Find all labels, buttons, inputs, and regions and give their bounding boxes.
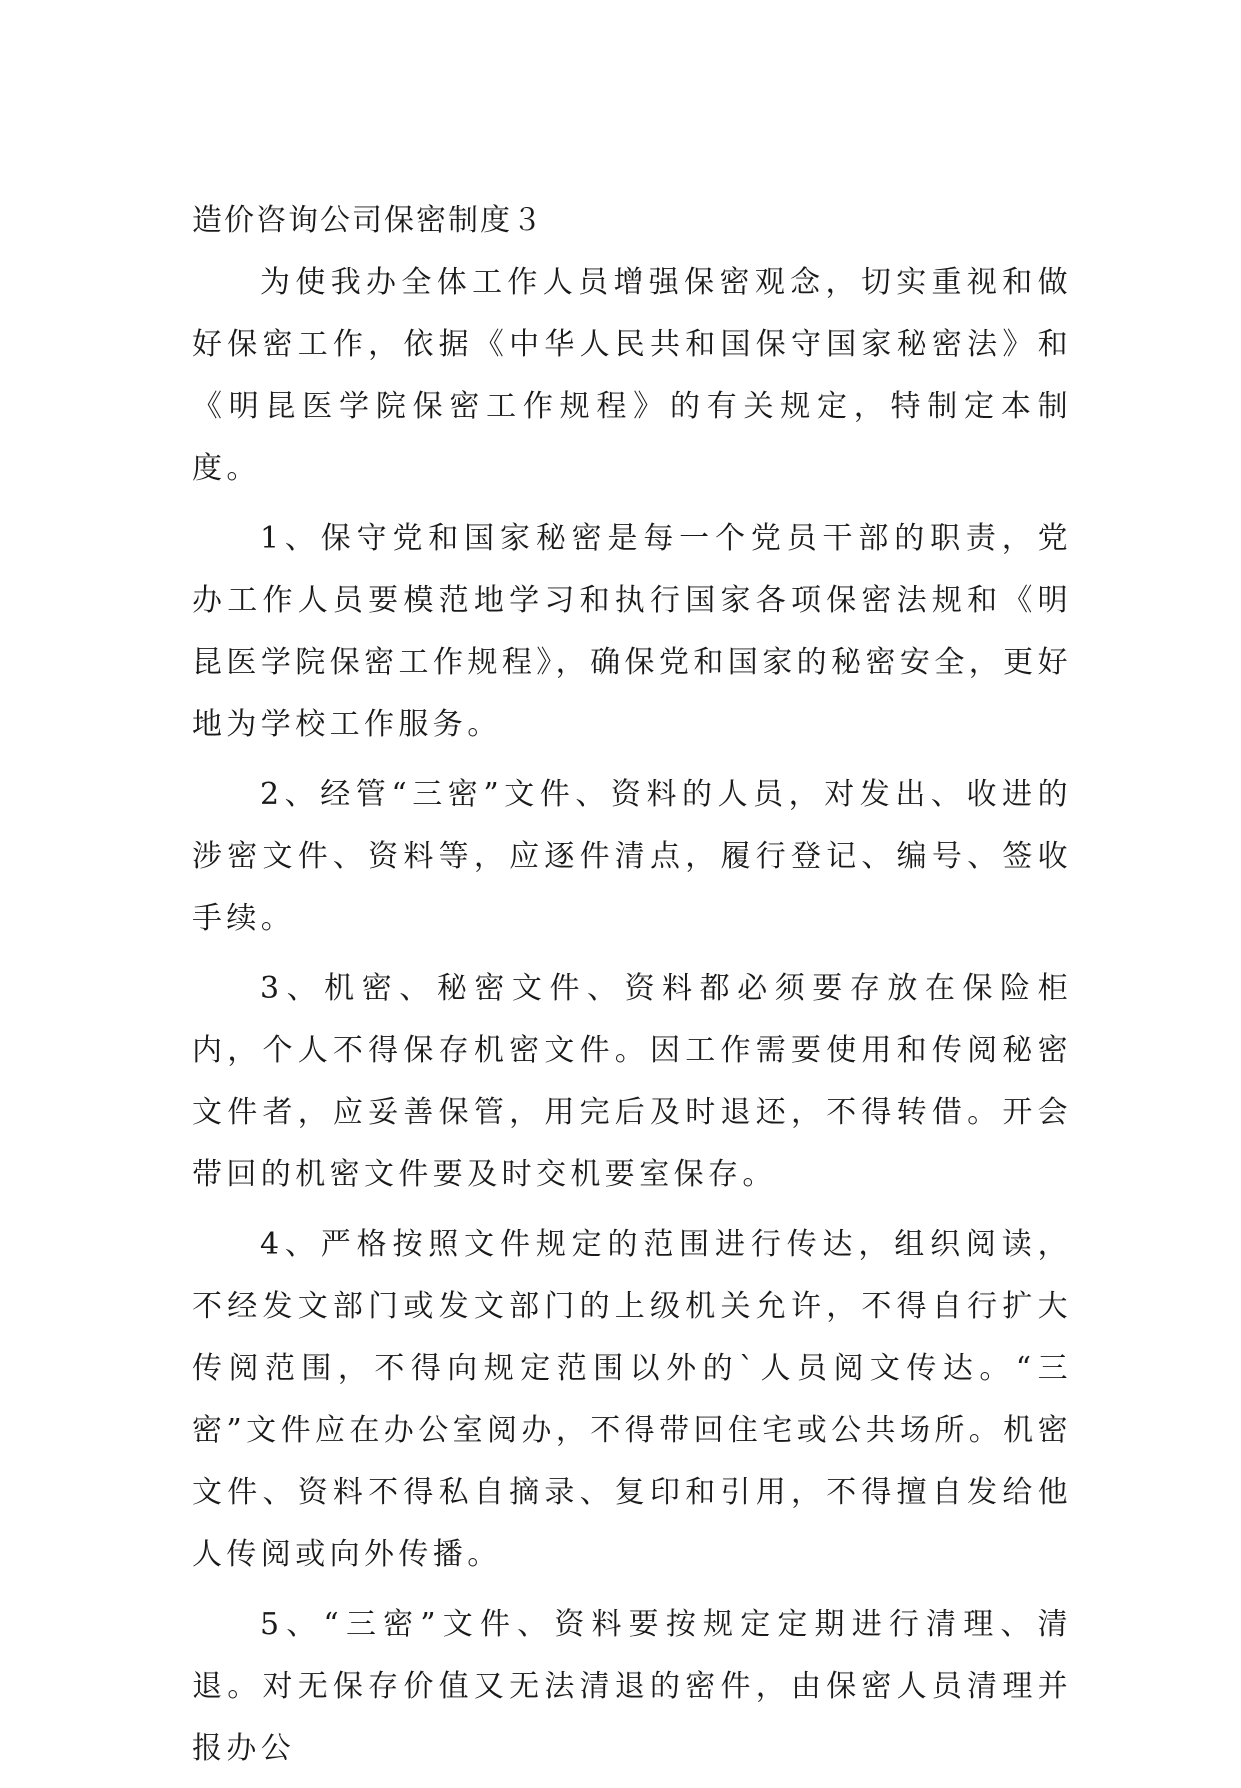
clause-4-paragraph: 4、严格按照文件规定的范围进行传达，组织阅读，不经发文部门或发文部门的上级机关允许，不得自行扩大传阅范围，不得向规定范围以外的`人员阅文传达。“三密”文件应在办公室阅办，不得带回住宅或公共场所。机密文件、资料不得私自摘录、复印和引用，不得擅自发给他人传阅或向外传播。 — [192, 1227, 1072, 1572]
clause-2-paragraph: 2、经管“三密”文件、资料的人员，对发出、收进的涉密文件、资料等，应逐件清点，履行登记、编号、签收手续。 — [192, 777, 1072, 936]
document-body — [192, 190, 1072, 1788]
clause-1-paragraph: 1、保守党和国家秘密是每一个党员干部的职责，党办工作人员要模范地学习和执行国家各项保密法规和《明昆医学院保密工作规程》，确保党和国家的秘密安全，更好地为学校工作服务。 — [192, 521, 1072, 742]
clause-3-paragraph: 3、机密、秘密文件、资料都必须要存放在保险柜内，个人不得保存机密文件。因工作需要使用和传阅秘密文件者，应妥善保管，用完后及时退还，不得转借。开会带回的机密文件要及时交机要室保存。 — [192, 971, 1072, 1192]
clause-5-paragraph: 5、“三密”文件、资料要按规定定期进行清理、清退。对无保存价值又无法清退的密件，由保密人员清理并报办公 — [192, 1607, 1072, 1766]
intro-paragraph: 为使我办全体工作人员增强保密观念，切实重视和做好保密工作，依据《中华人民共和国保守国家秘密法》和《明昆医学院保密工作规程》的有关规定，特制定本制度。 — [192, 265, 1072, 486]
document-title: 造价咨询公司保密制度３ — [192, 203, 544, 238]
